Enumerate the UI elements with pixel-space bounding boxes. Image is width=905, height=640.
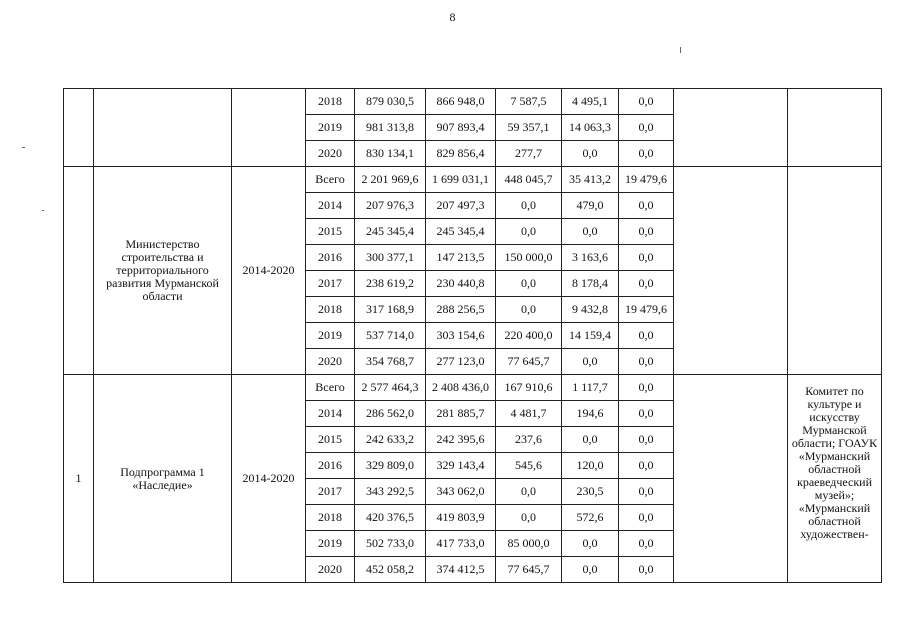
total-amount-cell: 502 733,0	[355, 531, 426, 557]
executor-cell	[788, 167, 882, 375]
year-cell: 2019	[306, 531, 355, 557]
scan-dot	[22, 147, 25, 148]
federal-amount-cell: 0,0	[496, 479, 562, 505]
other-amount-cell: 0,0	[619, 89, 674, 115]
local-amount-cell: 4 495,1	[562, 89, 619, 115]
total-amount-cell: 245 345,4	[355, 219, 426, 245]
regional-amount-cell: 829 856,4	[426, 141, 496, 167]
federal-amount-cell: 85 000,0	[496, 531, 562, 557]
total-amount-cell: 2 201 969,6	[355, 167, 426, 193]
regional-amount-cell: 230 440,8	[426, 271, 496, 297]
total-amount-cell: 981 313,8	[355, 115, 426, 141]
local-amount-cell: 194,6	[562, 401, 619, 427]
year-cell: 2020	[306, 349, 355, 375]
local-amount-cell: 35 413,2	[562, 167, 619, 193]
federal-amount-cell: 0,0	[496, 297, 562, 323]
regional-amount-cell: 207 497,3	[426, 193, 496, 219]
scan-dot	[680, 47, 681, 53]
federal-amount-cell: 150 000,0	[496, 245, 562, 271]
local-amount-cell: 120,0	[562, 453, 619, 479]
local-amount-cell: 0,0	[562, 219, 619, 245]
local-amount-cell: 9 432,8	[562, 297, 619, 323]
year-cell: 2017	[306, 479, 355, 505]
other-amount-cell: 0,0	[619, 427, 674, 453]
total-amount-cell: 242 633,2	[355, 427, 426, 453]
other-amount-cell: 19 479,6	[619, 297, 674, 323]
total-amount-cell: 537 714,0	[355, 323, 426, 349]
local-amount-cell: 3 163,6	[562, 245, 619, 271]
year-cell: 2020	[306, 557, 355, 583]
local-amount-cell: 14 159,4	[562, 323, 619, 349]
financing-table	[63, 88, 882, 583]
regional-amount-cell: 245 345,4	[426, 219, 496, 245]
executor-cell	[788, 89, 882, 167]
total-amount-cell: 354 768,7	[355, 349, 426, 375]
federal-amount-cell: 277,7	[496, 141, 562, 167]
table-row	[64, 89, 882, 115]
regional-amount-cell: 277 123,0	[426, 349, 496, 375]
local-amount-cell: 0,0	[562, 141, 619, 167]
total-amount-cell: 317 168,9	[355, 297, 426, 323]
program-name-cell: Министерство строительства и территориального развития Мурманской области	[94, 167, 232, 375]
total-amount-cell: 343 292,5	[355, 479, 426, 505]
total-amount-cell: 329 809,0	[355, 453, 426, 479]
federal-amount-cell: 4 481,7	[496, 401, 562, 427]
local-amount-cell: 8 178,4	[562, 271, 619, 297]
other-amount-cell: 0,0	[619, 505, 674, 531]
year-cell: 2014	[306, 401, 355, 427]
table-row	[64, 375, 882, 401]
other-amount-cell: 0,0	[619, 557, 674, 583]
federal-amount-cell: 448 045,7	[496, 167, 562, 193]
scan-dot	[42, 210, 44, 211]
regional-amount-cell: 329 143,4	[426, 453, 496, 479]
local-amount-cell: 0,0	[562, 531, 619, 557]
regional-amount-cell: 907 893,4	[426, 115, 496, 141]
year-cell: 2015	[306, 427, 355, 453]
executor-cell: Комитет по культуре и искусству Мурманской области; ГОАУК «Мурманский областной краеведческий музей»; «Мурманский областной художествен-	[788, 375, 882, 583]
regional-amount-cell: 2 408 436,0	[426, 375, 496, 401]
federal-amount-cell: 77 645,7	[496, 557, 562, 583]
total-amount-cell: 286 562,0	[355, 401, 426, 427]
regional-amount-cell: 242 395,6	[426, 427, 496, 453]
other-amount-cell: 0,0	[619, 531, 674, 557]
regional-amount-cell: 288 256,5	[426, 297, 496, 323]
row-number-cell	[64, 89, 94, 167]
period-cell: 2014-2020	[232, 167, 306, 375]
regional-amount-cell: 343 062,0	[426, 479, 496, 505]
other-amount-cell: 0,0	[619, 193, 674, 219]
other-amount-cell: 0,0	[619, 219, 674, 245]
total-amount-cell: 452 058,2	[355, 557, 426, 583]
row-number-cell: 1	[64, 375, 94, 583]
federal-amount-cell: 220 400,0	[496, 323, 562, 349]
year-cell: 2016	[306, 245, 355, 271]
year-cell: 2018	[306, 297, 355, 323]
year-cell: Всего	[306, 167, 355, 193]
other-amount-cell: 0,0	[619, 245, 674, 271]
total-amount-cell: 830 134,1	[355, 141, 426, 167]
local-amount-cell: 14 063,3	[562, 115, 619, 141]
indicator-cell	[674, 375, 788, 583]
local-amount-cell: 572,6	[562, 505, 619, 531]
regional-amount-cell: 1 699 031,1	[426, 167, 496, 193]
period-cell	[232, 89, 306, 167]
year-cell: 2018	[306, 89, 355, 115]
other-amount-cell: 0,0	[619, 453, 674, 479]
other-amount-cell: 0,0	[619, 401, 674, 427]
local-amount-cell: 230,5	[562, 479, 619, 505]
year-cell: 2015	[306, 219, 355, 245]
regional-amount-cell: 147 213,5	[426, 245, 496, 271]
total-amount-cell: 300 377,1	[355, 245, 426, 271]
total-amount-cell: 238 619,2	[355, 271, 426, 297]
other-amount-cell: 0,0	[619, 479, 674, 505]
federal-amount-cell: 0,0	[496, 271, 562, 297]
page-number: 8	[449, 10, 456, 24]
local-amount-cell: 0,0	[562, 427, 619, 453]
total-amount-cell: 207 976,3	[355, 193, 426, 219]
other-amount-cell: 0,0	[619, 141, 674, 167]
regional-amount-cell: 417 733,0	[426, 531, 496, 557]
program-name-cell	[94, 89, 232, 167]
other-amount-cell: 0,0	[619, 349, 674, 375]
regional-amount-cell: 419 803,9	[426, 505, 496, 531]
year-cell: 2014	[306, 193, 355, 219]
federal-amount-cell: 0,0	[496, 505, 562, 531]
year-cell: 2019	[306, 115, 355, 141]
total-amount-cell: 2 577 464,3	[355, 375, 426, 401]
regional-amount-cell: 866 948,0	[426, 89, 496, 115]
year-cell: Всего	[306, 375, 355, 401]
table-body	[64, 89, 882, 583]
federal-amount-cell: 545,6	[496, 453, 562, 479]
year-cell: 2017	[306, 271, 355, 297]
local-amount-cell: 479,0	[562, 193, 619, 219]
other-amount-cell: 0,0	[619, 375, 674, 401]
year-cell: 2016	[306, 453, 355, 479]
row-number-cell	[64, 167, 94, 375]
period-cell: 2014-2020	[232, 375, 306, 583]
federal-amount-cell: 77 645,7	[496, 349, 562, 375]
federal-amount-cell: 0,0	[496, 193, 562, 219]
local-amount-cell: 0,0	[562, 557, 619, 583]
indicator-cell	[674, 167, 788, 375]
local-amount-cell: 1 117,7	[562, 375, 619, 401]
other-amount-cell: 0,0	[619, 323, 674, 349]
federal-amount-cell: 237,6	[496, 427, 562, 453]
table-row	[64, 167, 882, 193]
regional-amount-cell: 374 412,5	[426, 557, 496, 583]
federal-amount-cell: 0,0	[496, 219, 562, 245]
regional-amount-cell: 281 885,7	[426, 401, 496, 427]
regional-amount-cell: 303 154,6	[426, 323, 496, 349]
other-amount-cell: 19 479,6	[619, 167, 674, 193]
federal-amount-cell: 7 587,5	[496, 89, 562, 115]
federal-amount-cell: 59 357,1	[496, 115, 562, 141]
total-amount-cell: 879 030,5	[355, 89, 426, 115]
year-cell: 2019	[306, 323, 355, 349]
indicator-cell	[674, 89, 788, 167]
year-cell: 2018	[306, 505, 355, 531]
federal-amount-cell: 167 910,6	[496, 375, 562, 401]
other-amount-cell: 0,0	[619, 271, 674, 297]
program-name-cell: Подпрограмма 1 «Наследие»	[94, 375, 232, 583]
other-amount-cell: 0,0	[619, 115, 674, 141]
total-amount-cell: 420 376,5	[355, 505, 426, 531]
year-cell: 2020	[306, 141, 355, 167]
local-amount-cell: 0,0	[562, 349, 619, 375]
